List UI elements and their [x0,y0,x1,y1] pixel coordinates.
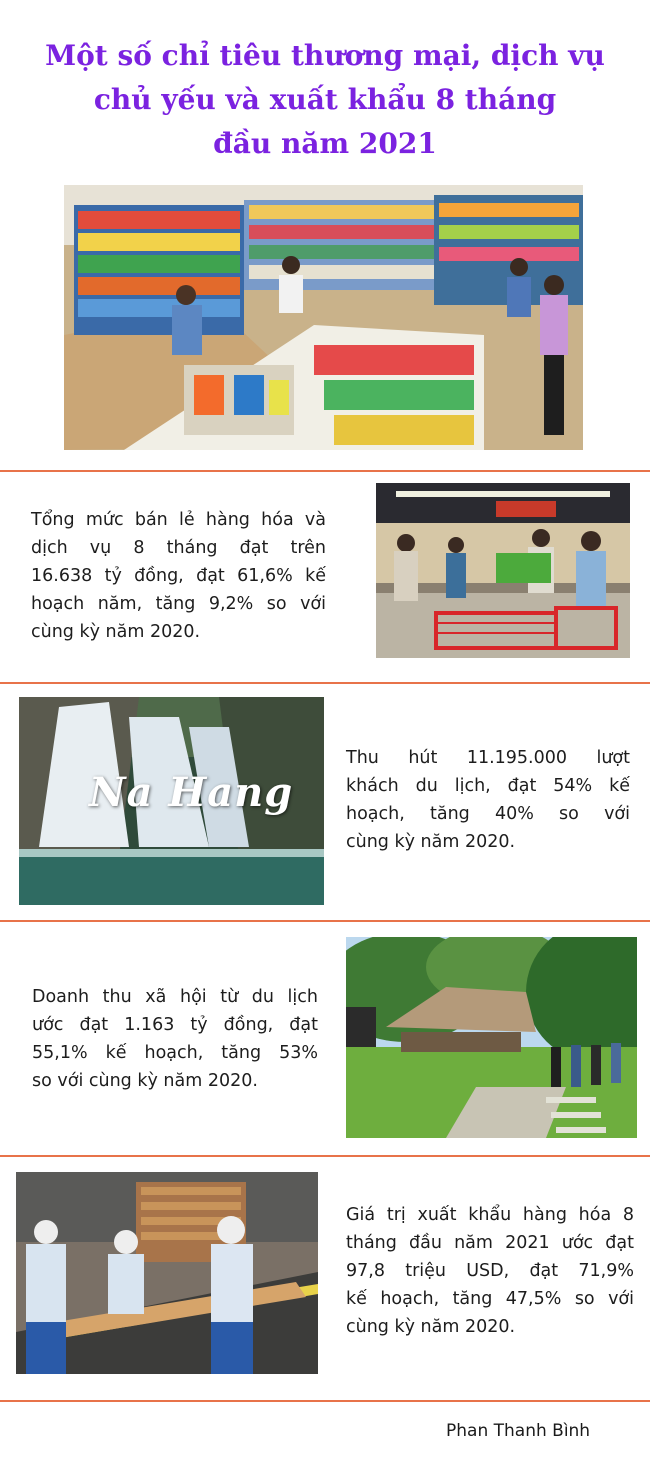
pavilion-photo [346,937,637,1138]
text-line: hoạch năm, tăng 9,2% so với [31,594,326,614]
text-line: Tổng mức bán lẻ hàng hóa và [31,510,326,530]
export-value-text [346,1201,634,1341]
tourist-visits-text [346,744,630,856]
section-divider [0,920,650,922]
author-credit: Phan Thanh Bình [446,1421,591,1441]
text-line: 16.638 tỷ đồng, đạt 61,6% kế [31,566,326,586]
title-line-3: đầu năm 2021 [213,127,437,160]
text-line: kế hoạch, tăng 47,5% so với [346,1289,634,1309]
text-line: dịch vụ 8 tháng đạt trên [31,538,326,558]
text-line: khách du lịch, đạt 54% kế [346,776,630,796]
section-divider [0,1155,650,1157]
text-line: tháng đầu năm 2021 ước đạt [346,1233,634,1253]
section-divider [0,1400,650,1402]
na-hang-waterfall-photo [19,697,324,905]
retail-sales-text [31,506,326,646]
text-line: cùng kỳ năm 2020. [346,1317,516,1337]
text-line: ước đạt 1.163 tỷ đồng, đạt [32,1015,318,1035]
photo-overlay-label: Na Hang [89,769,294,816]
section-divider [0,682,650,684]
supermarket-photo [64,185,583,450]
text-line: hoạch, tăng 40% so với [346,804,630,824]
text-line: Giá trị xuất khẩu hàng hóa 8 [346,1205,634,1225]
page-title [20,34,630,166]
text-line: Thu hút 11.195.000 lượt [346,748,630,768]
title-line-1: Một số chỉ tiêu thương mại, dịch vụ [45,39,605,72]
text-line: Doanh thu xã hội từ du lịch [32,987,318,1007]
text-line: 97,8 triệu USD, đạt 71,9% [346,1261,634,1281]
title-line-2: chủ yếu và xuất khẩu 8 tháng [93,83,557,116]
text-line: cùng kỳ năm 2020. [31,622,201,642]
text-line: so với cùng kỳ năm 2020. [32,1071,258,1091]
wood-factory-photo [16,1172,318,1374]
shoppers-photo [376,483,630,658]
section-divider [0,470,650,472]
tourism-revenue-text [32,983,318,1095]
text-line: 55,1% kế hoạch, tăng 53% [32,1043,318,1063]
text-line: cùng kỳ năm 2020. [346,832,516,852]
